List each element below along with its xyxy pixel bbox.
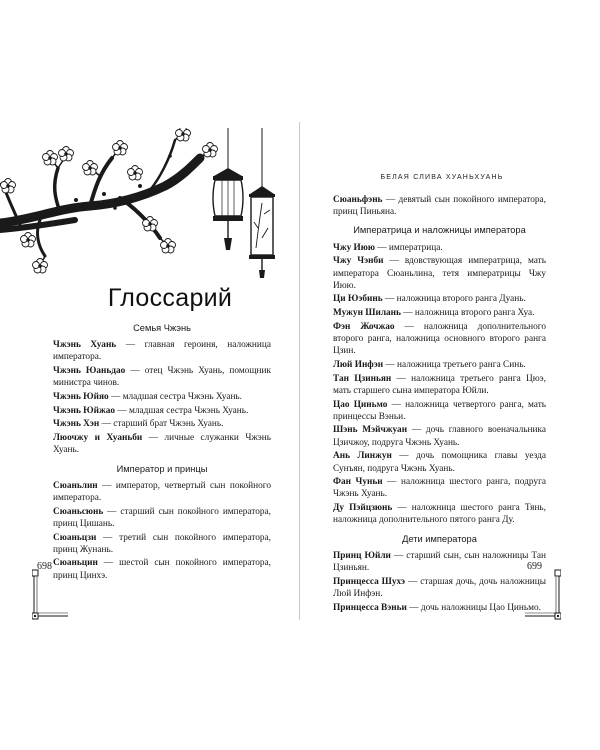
glossary-column-right [333, 194, 546, 615]
entry-text: — дочь наложницы Цао Циньмо. [406, 602, 541, 613]
glossary-column-left [53, 322, 271, 583]
entry-text: — наложница шестого ранга Тянь, наложница дополнительного пятого ранга Ду. [333, 503, 546, 526]
list-item [53, 365, 271, 389]
list-item [333, 242, 546, 254]
entry-text: — наложница второго ранга Дуань. [382, 294, 526, 305]
entry-text: — наложница третьего ранга Синь. [383, 359, 526, 370]
entry-name: Сюаньсюнь [53, 506, 104, 517]
entry-text: — наложница второго ранга Хуа. [400, 308, 535, 319]
list-item [333, 602, 546, 614]
gutter-divider [299, 122, 300, 620]
entry-name: Чжу Чэнби [333, 256, 384, 267]
page-number: 699 [527, 561, 542, 572]
entry-text: — старший сын покойного императора, принц Цишань. [53, 506, 271, 529]
list-item [53, 339, 271, 363]
list-item [333, 359, 546, 371]
list-item [53, 557, 271, 581]
entry-name: Чжэнь Юйяо [53, 392, 109, 403]
left-page [0, 0, 299, 750]
section-heading: Императрица и наложницы императора [353, 225, 526, 236]
entry-name: Люй Инфэн [333, 359, 384, 370]
entry-name: Сюаньцин [53, 558, 98, 569]
entry-text: — наложница четвертого ранга, мать принцессы Вэньи. [333, 399, 546, 422]
list-item [333, 550, 546, 574]
list-item [333, 502, 546, 526]
list-item [333, 321, 546, 358]
entry-name: Фан Чуньи [333, 477, 383, 488]
entry-text: — девятый сын покойного императора, принц Пиньяна. [333, 195, 546, 218]
entry-text: — старшая дочь, дочь наложницы Люй Инфэн. [333, 576, 547, 599]
section-heading: Император и принцы [116, 463, 208, 474]
entry-name: Мужун Шилань [333, 308, 401, 319]
list-item [333, 450, 546, 474]
list-item [53, 506, 271, 530]
entry-name: Чжэнь Хуань [53, 340, 117, 351]
plum-blossom-branch-with-lanterns-icon [0, 128, 299, 278]
section-heading: Дети императора [402, 533, 477, 544]
list-item [333, 194, 546, 218]
entry-name: Цао Циньмо [333, 399, 388, 410]
section-heading: Семья Чжэнь [133, 323, 191, 333]
entry-text: — главная героиня, наложница императора. [53, 340, 271, 363]
entry-text: — старший сын, сын наложницы Тан Цзиньян. [333, 550, 546, 573]
entry-text: — старший брат Чжэнь Хуань. [99, 419, 224, 430]
entry-text: — император, четвертый сын покойного императора. [53, 480, 271, 503]
entry-name: Фэн Жочжао [333, 321, 395, 332]
entry-text: — третий сын покойного императора, принц Жунань. [53, 532, 271, 555]
list-item [333, 255, 546, 292]
list-item [53, 432, 271, 456]
entry-text: — отец Чжэнь Хуань, помощник министра чинов. [53, 366, 271, 389]
list-item [333, 476, 546, 500]
running-head: БЕЛАЯ СЛИВА ХУАНЬХУАНЬ [380, 174, 504, 181]
entry-text: — императрица. [374, 242, 443, 253]
entry-name: Тан Цзиньян [333, 373, 392, 384]
list-item [53, 480, 271, 504]
entry-name: Шэнь Мэйчжуан [333, 425, 408, 436]
list-item [53, 391, 271, 403]
entry-name: Принцесса Шухэ [333, 576, 406, 587]
entry-text: — вдовствующая императрица, мать императора Сюаньлина, тетя императрицы Чжу Июю. [333, 256, 546, 291]
entry-text: — личные служанки Чжэнь Хуань. [53, 433, 271, 456]
list-item [53, 418, 271, 430]
entry-name: Ци Юэбинь [333, 294, 383, 305]
entry-name: Чжу Июю [333, 242, 375, 253]
entry-name: Ду Пэйцзюнь [333, 503, 393, 514]
page-title: Глоссарий [107, 284, 233, 312]
entry-text: — младшая сестра Чжэнь Хуань. [108, 392, 242, 403]
entry-name: Люочжу и Хуаньби [53, 433, 143, 444]
entry-text: — младшая сестра Чжэнь Хуань. [115, 405, 249, 416]
list-item [333, 576, 546, 600]
entry-name: Сюаньцзи [53, 532, 97, 543]
entry-name: Чжэнь Юаньдао [53, 366, 126, 377]
entry-text: — наложница третьего ранга Цюэ, мать старшего сына императора Юйли. [333, 373, 546, 396]
list-item [53, 405, 271, 417]
entry-text: — наложница шестого ранга, подруга Чжэнь Хуань. [333, 477, 547, 500]
page-number: 698 [37, 561, 52, 572]
entry-name: Чжэнь Юйжао [53, 405, 116, 416]
list-item [333, 293, 546, 305]
entry-name: Ань Линжун [333, 451, 392, 462]
entry-name: Сюаньфэнь [333, 195, 383, 205]
entry-name: Принцесса Вэньи [333, 602, 407, 613]
list-item [333, 373, 546, 397]
list-item [333, 424, 546, 448]
list-item [333, 307, 546, 319]
entry-name: Сюаньлин [53, 480, 98, 491]
entry-text: — наложница дополнительного второго ранга, наложница основного второго ранга Цзин. [333, 321, 546, 357]
entry-text: — дочь помощника главы уезда Сунъян, подруга Чжэнь Хуань. [333, 451, 546, 474]
list-item [333, 399, 546, 423]
entry-text: — дочь главного военачальника Цзичжоу, подруга Чжэнь Хуань. [333, 425, 546, 448]
entry-name: Принц Юйли [333, 550, 391, 561]
entry-text: — шестой сын покойного императора, принц Цинхэ. [53, 558, 271, 581]
list-item [53, 532, 271, 556]
entry-name: Чжэнь Хэн [53, 419, 100, 430]
